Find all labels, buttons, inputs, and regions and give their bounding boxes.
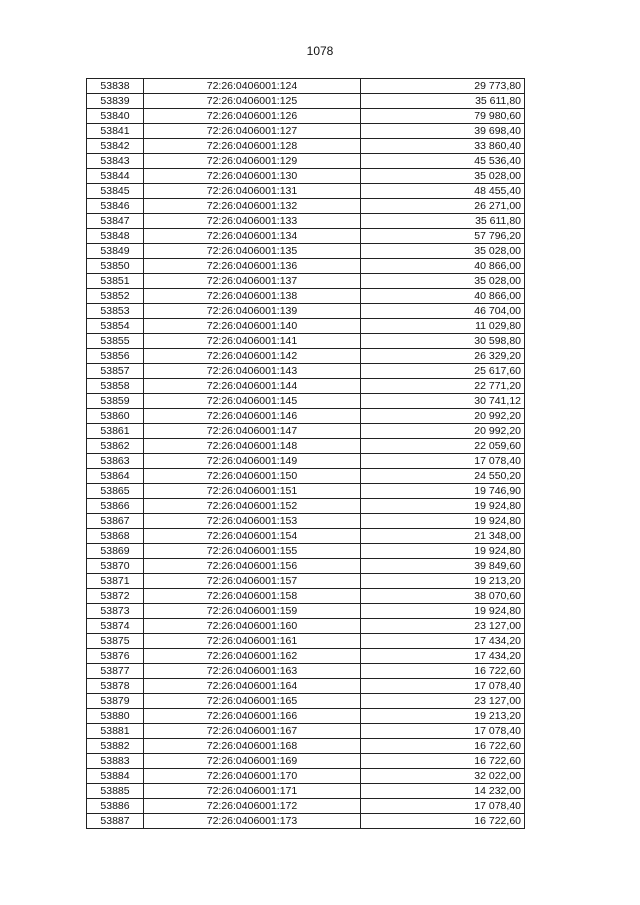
table-row [87,529,525,544]
cadastral-number-cell: 72:26:0406001:125 [144,94,361,109]
row-id-cell: 53846 [87,199,144,214]
cadastral-number-cell: 72:26:0406001:137 [144,274,361,289]
value-cell: 19 213,20 [361,709,525,724]
cadastral-number-cell: 72:26:0406001:157 [144,574,361,589]
value-cell: 16 722,60 [361,664,525,679]
row-id-cell: 53880 [87,709,144,724]
table-row [87,424,525,439]
row-id-cell: 53838 [87,79,144,94]
row-id-cell: 53861 [87,424,144,439]
row-id-cell: 53850 [87,259,144,274]
row-id-cell: 53844 [87,169,144,184]
table-row [87,214,525,229]
table-row [87,109,525,124]
table-row [87,79,525,94]
value-cell: 19 924,80 [361,514,525,529]
table-row [87,274,525,289]
cadastral-number-cell: 72:26:0406001:143 [144,364,361,379]
table-row [87,664,525,679]
cadastral-number-cell: 72:26:0406001:135 [144,244,361,259]
cadastral-number-cell: 72:26:0406001:144 [144,379,361,394]
row-id-cell: 53882 [87,739,144,754]
value-cell: 32 022,00 [361,769,525,784]
row-id-cell: 53848 [87,229,144,244]
table-row [87,169,525,184]
cadastral-number-cell: 72:26:0406001:172 [144,799,361,814]
row-id-cell: 53871 [87,574,144,589]
table-row [87,769,525,784]
row-id-cell: 53855 [87,334,144,349]
value-cell: 17 078,40 [361,679,525,694]
table-row [87,754,525,769]
value-cell: 20 992,20 [361,409,525,424]
table-row [87,619,525,634]
table-row [87,634,525,649]
row-id-cell: 53864 [87,469,144,484]
cadastral-number-cell: 72:26:0406001:160 [144,619,361,634]
value-cell: 48 455,40 [361,184,525,199]
table-row [87,439,525,454]
value-cell: 39 698,40 [361,124,525,139]
row-id-cell: 53875 [87,634,144,649]
table-row [87,679,525,694]
row-id-cell: 53866 [87,499,144,514]
table-row [87,259,525,274]
cadastral-number-cell: 72:26:0406001:153 [144,514,361,529]
value-cell: 17 078,40 [361,724,525,739]
value-cell: 19 746,90 [361,484,525,499]
table-body [87,79,525,829]
cadastral-number-cell: 72:26:0406001:150 [144,469,361,484]
row-id-cell: 53863 [87,454,144,469]
value-cell: 45 536,40 [361,154,525,169]
cadastral-number-cell: 72:26:0406001:155 [144,544,361,559]
value-cell: 21 348,00 [361,529,525,544]
row-id-cell: 53876 [87,649,144,664]
table-row [87,574,525,589]
table-row [87,454,525,469]
table-row [87,319,525,334]
table-row [87,544,525,559]
cadastral-number-cell: 72:26:0406001:139 [144,304,361,319]
cadastral-number-cell: 72:26:0406001:151 [144,484,361,499]
value-cell: 40 866,00 [361,259,525,274]
value-cell: 79 980,60 [361,109,525,124]
value-cell: 19 924,80 [361,499,525,514]
cadastral-number-cell: 72:26:0406001:148 [144,439,361,454]
table-row [87,379,525,394]
table-row [87,154,525,169]
value-cell: 35 028,00 [361,274,525,289]
value-cell: 26 271,00 [361,199,525,214]
row-id-cell: 53851 [87,274,144,289]
row-id-cell: 53857 [87,364,144,379]
value-cell: 38 070,60 [361,589,525,604]
row-id-cell: 53874 [87,619,144,634]
row-id-cell: 53853 [87,304,144,319]
cadastral-number-cell: 72:26:0406001:141 [144,334,361,349]
table-row [87,304,525,319]
value-cell: 25 617,60 [361,364,525,379]
cadastral-number-cell: 72:26:0406001:147 [144,424,361,439]
table-row [87,799,525,814]
table-row [87,469,525,484]
page-number: 1078 [306,44,334,58]
value-cell: 20 992,20 [361,424,525,439]
table-row [87,409,525,424]
row-id-cell: 53867 [87,514,144,529]
cadastral-number-cell: 72:26:0406001:142 [144,349,361,364]
value-cell: 16 722,60 [361,739,525,754]
value-cell: 26 329,20 [361,349,525,364]
value-cell: 16 722,60 [361,754,525,769]
cadastral-number-cell: 72:26:0406001:129 [144,154,361,169]
table-row [87,649,525,664]
row-id-cell: 53872 [87,589,144,604]
cadastral-number-cell: 72:26:0406001:146 [144,409,361,424]
row-id-cell: 53877 [87,664,144,679]
row-id-cell: 53849 [87,244,144,259]
value-cell: 16 722,60 [361,814,525,829]
cadastral-number-cell: 72:26:0406001:162 [144,649,361,664]
row-id-cell: 53839 [87,94,144,109]
cadastral-number-cell: 72:26:0406001:165 [144,694,361,709]
table-row [87,484,525,499]
value-cell: 40 866,00 [361,289,525,304]
cadastral-number-cell: 72:26:0406001:152 [144,499,361,514]
row-id-cell: 53878 [87,679,144,694]
table-row [87,604,525,619]
table-row [87,724,525,739]
cadastral-number-cell: 72:26:0406001:132 [144,199,361,214]
cadastral-number-cell: 72:26:0406001:171 [144,784,361,799]
value-cell: 35 028,00 [361,169,525,184]
value-cell: 23 127,00 [361,694,525,709]
cadastral-number-cell: 72:26:0406001:124 [144,79,361,94]
cadastral-number-cell: 72:26:0406001:166 [144,709,361,724]
cadastral-number-cell: 72:26:0406001:127 [144,124,361,139]
row-id-cell: 53883 [87,754,144,769]
cadastral-number-cell: 72:26:0406001:173 [144,814,361,829]
row-id-cell: 53879 [87,694,144,709]
cadastral-number-cell: 72:26:0406001:167 [144,724,361,739]
table-row [87,694,525,709]
row-id-cell: 53840 [87,109,144,124]
row-id-cell: 53841 [87,124,144,139]
row-id-cell: 53862 [87,439,144,454]
value-cell: 35 611,80 [361,94,525,109]
value-cell: 23 127,00 [361,619,525,634]
cadastral-number-cell: 72:26:0406001:128 [144,139,361,154]
row-id-cell: 53887 [87,814,144,829]
value-cell: 19 213,20 [361,574,525,589]
cadastral-number-cell: 72:26:0406001:156 [144,559,361,574]
value-cell: 22 771,20 [361,379,525,394]
value-cell: 35 611,80 [361,214,525,229]
cadastral-number-cell: 72:26:0406001:136 [144,259,361,274]
cadastral-number-cell: 72:26:0406001:126 [144,109,361,124]
table-row [87,199,525,214]
table-row [87,184,525,199]
value-cell: 46 704,00 [361,304,525,319]
table-row [87,784,525,799]
table-row [87,814,525,829]
value-cell: 17 078,40 [361,799,525,814]
cadastral-number-cell: 72:26:0406001:131 [144,184,361,199]
cadastral-number-cell: 72:26:0406001:149 [144,454,361,469]
value-cell: 17 078,40 [361,454,525,469]
value-cell: 33 860,40 [361,139,525,154]
table-row [87,124,525,139]
row-id-cell: 53845 [87,184,144,199]
value-cell: 19 924,80 [361,544,525,559]
cadastral-number-cell: 72:26:0406001:164 [144,679,361,694]
table-row [87,589,525,604]
cadastral-number-cell: 72:26:0406001:133 [144,214,361,229]
row-id-cell: 53860 [87,409,144,424]
table-row [87,739,525,754]
table-row [87,94,525,109]
value-cell: 17 434,20 [361,634,525,649]
value-cell: 11 029,80 [361,319,525,334]
row-id-cell: 53884 [87,769,144,784]
table-row [87,229,525,244]
table-row [87,334,525,349]
row-id-cell: 53881 [87,724,144,739]
row-id-cell: 53859 [87,394,144,409]
row-id-cell: 53886 [87,799,144,814]
table-row [87,394,525,409]
value-cell: 35 028,00 [361,244,525,259]
row-id-cell: 53865 [87,484,144,499]
table-row [87,559,525,574]
row-id-cell: 53885 [87,784,144,799]
row-id-cell: 53868 [87,529,144,544]
table-row [87,349,525,364]
row-id-cell: 53843 [87,154,144,169]
value-cell: 39 849,60 [361,559,525,574]
table-row [87,364,525,379]
table-row [87,499,525,514]
value-cell: 19 924,80 [361,604,525,619]
value-cell: 29 773,80 [361,79,525,94]
cadastral-number-cell: 72:26:0406001:140 [144,319,361,334]
row-id-cell: 53842 [87,139,144,154]
cadastral-number-cell: 72:26:0406001:159 [144,604,361,619]
row-id-cell: 53869 [87,544,144,559]
cadastral-number-cell: 72:26:0406001:169 [144,754,361,769]
value-cell: 30 598,80 [361,334,525,349]
row-id-cell: 53870 [87,559,144,574]
table-row [87,709,525,724]
value-cell: 30 741,12 [361,394,525,409]
cadastral-number-cell: 72:26:0406001:134 [144,229,361,244]
row-id-cell: 53858 [87,379,144,394]
value-cell: 17 434,20 [361,649,525,664]
cadastral-table [86,78,525,829]
value-cell: 24 550,20 [361,469,525,484]
cadastral-number-cell: 72:26:0406001:138 [144,289,361,304]
row-id-cell: 53854 [87,319,144,334]
cadastral-number-cell: 72:26:0406001:170 [144,769,361,784]
value-cell: 57 796,20 [361,229,525,244]
table-row [87,139,525,154]
table-row [87,244,525,259]
row-id-cell: 53852 [87,289,144,304]
table-row [87,289,525,304]
cadastral-number-cell: 72:26:0406001:168 [144,739,361,754]
cadastral-number-cell: 72:26:0406001:145 [144,394,361,409]
value-cell: 14 232,00 [361,784,525,799]
cadastral-number-cell: 72:26:0406001:154 [144,529,361,544]
cadastral-number-cell: 72:26:0406001:130 [144,169,361,184]
table-row [87,514,525,529]
cadastral-number-cell: 72:26:0406001:158 [144,589,361,604]
cadastral-number-cell: 72:26:0406001:161 [144,634,361,649]
value-cell: 22 059,60 [361,439,525,454]
row-id-cell: 53873 [87,604,144,619]
row-id-cell: 53856 [87,349,144,364]
row-id-cell: 53847 [87,214,144,229]
cadastral-number-cell: 72:26:0406001:163 [144,664,361,679]
